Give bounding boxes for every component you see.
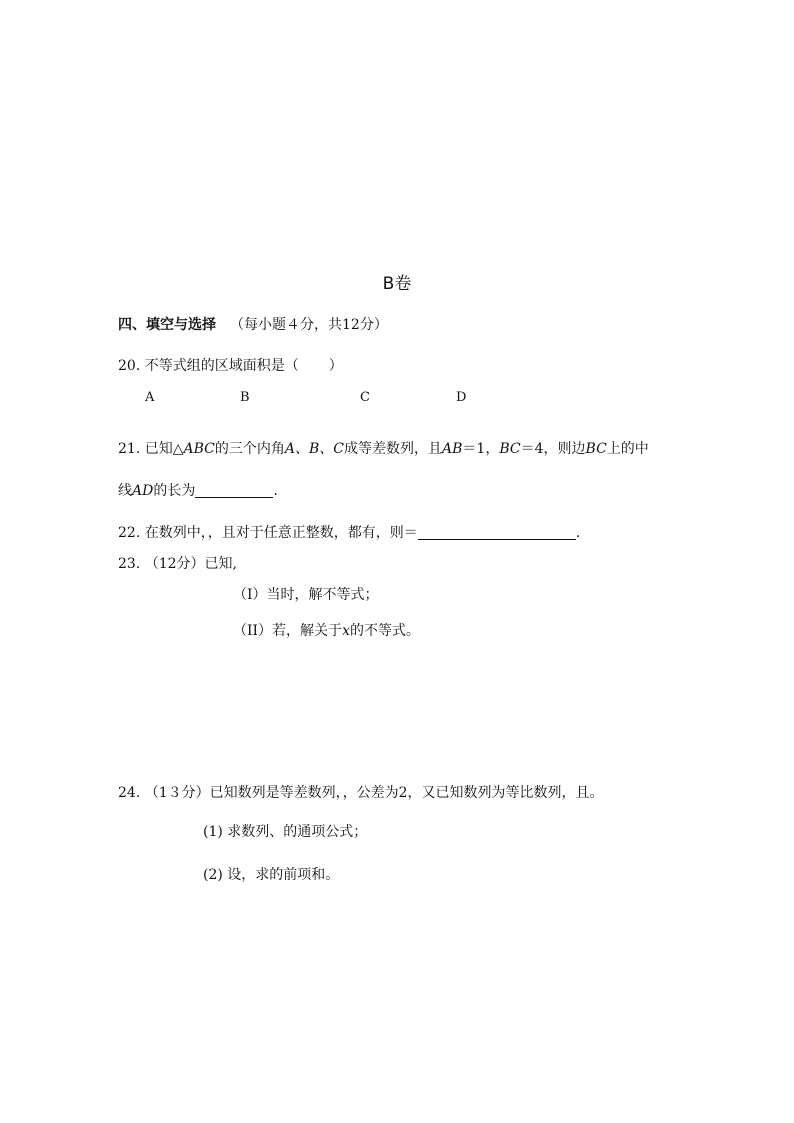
option-b: B [240,390,250,405]
question-22-end: . [575,525,581,541]
option-a: A [145,390,155,405]
question-21-line-1 [118,442,649,456]
question-23-part-2-a: （II）若，解关于 [233,623,343,639]
section-heading-label: 四、填空与选择 [118,317,216,333]
option-d: D [456,390,467,405]
question-21-end: . [273,483,278,499]
side-ab: AB [442,441,463,457]
question-23-part-1: （I）当时，解不等式； [233,587,379,603]
question-24-part-2: (2) 设，求的前项和。 [203,867,340,883]
question-21-text-b: 的三个内角 [214,441,285,457]
question-21-text-a: 已知△ [144,441,184,457]
question-21-number: 21. [118,441,141,457]
question-21-text-d: 上的中 [606,441,649,457]
option-c: C [360,390,370,405]
question-23-part-2 [233,624,420,638]
question-21-eq-2: ＝4，则边 [520,441,586,457]
question-21-text-f: 的长为 [153,483,196,499]
question-20 [118,359,343,373]
question-23 [118,557,237,571]
side-bc: BC [499,441,521,457]
question-21-line-2 [118,483,278,498]
question-20-close: ） [328,358,343,374]
question-20-number: 20. [118,358,141,374]
angles-abc: A、B、C [284,441,344,457]
section-heading-note: （每小题４分，共12分） [230,317,388,333]
question-24-text: （1３分）已知数列是等差数列，，公差为2，又已知数列为等比数列，且。 [144,785,604,801]
question-22-text: 在数列中，，且对于任意正整数，都有，则＝ [144,525,418,541]
question-24-number: 24. [118,785,141,801]
question-22-number: 22. [118,525,141,541]
variable-x: x [342,623,350,639]
answer-blank-21[interactable] [195,483,273,498]
median-ad: AD [132,483,154,499]
answer-blank-22[interactable] [418,525,576,540]
question-20-text: 不等式组的区域面积是（ [144,358,299,374]
question-21-text-c: 成等差数列，且 [344,441,442,457]
question-21-text-e: 线 [118,483,132,499]
question-23-number: 23. [118,556,141,572]
section-heading [118,318,388,332]
side-bc-2: BC [585,441,607,457]
question-23-part-2-b: 的不等式。 [349,623,420,639]
question-23-text: （12分）已知, [144,556,237,572]
page-title: B卷 [382,274,412,294]
question-21-eq-1: ＝1， [462,441,500,457]
question-24-part-1: (1) 求数列、的通项公式； [203,824,368,840]
question-22 [118,525,580,540]
triangle-abc: ABC [183,441,215,457]
question-24 [118,786,604,800]
